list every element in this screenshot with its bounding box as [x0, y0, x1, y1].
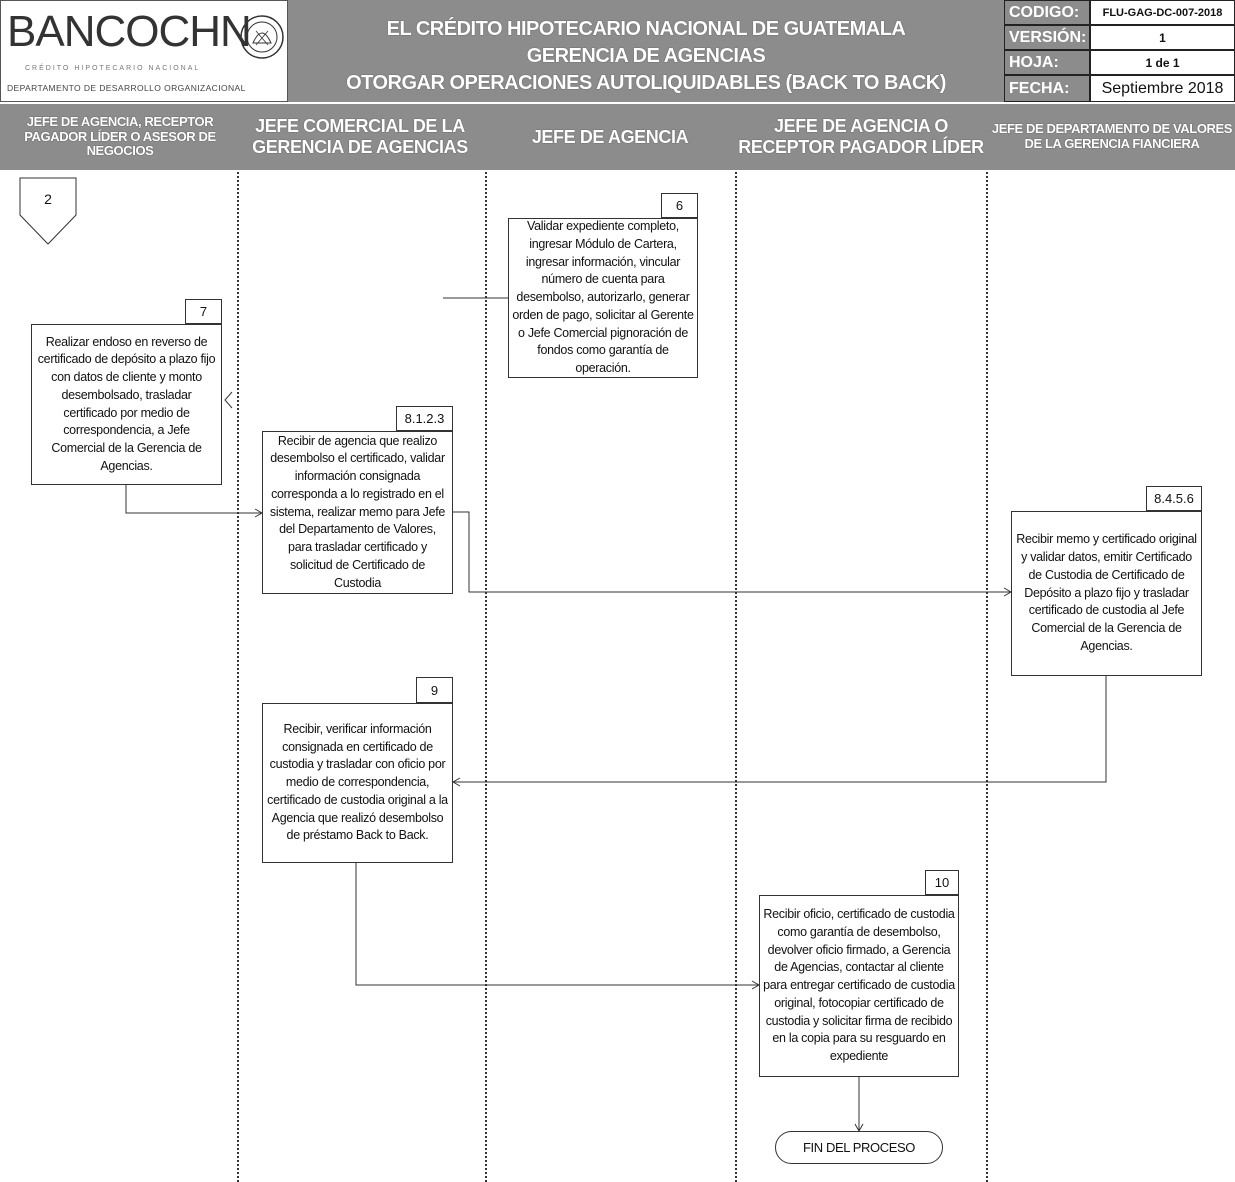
step-8123-box: Recibir de agencia que realizo desembolso el certificado, validar información consignada corresponda a lo registrado en el sistema, realizar memo para Jefe del Departamento de Valores, para trasladar certificado y solicitud de Certificado de Custodia — [262, 431, 453, 594]
logo-department: DEPARTAMENTO DE DESARROLLO ORGANIZACIONAL — [7, 83, 246, 93]
step-10-box: Recibir oficio, certificado de custodia como garantía de desembolso, devolver oficio firmado, a Gerencia de Agencias, contactar al cliente para entregar certificado de custodia original, fotocopiar certificado de custodia y solicitar firma de recibido en la copia para su resguardo en expediente — [759, 895, 959, 1077]
step-7-number: 7 — [185, 299, 222, 324]
step-10-number: 10 — [925, 870, 959, 895]
title-line2: GERENCIA DE AGENCIAS — [526, 45, 766, 67]
fecha-label: FECHA: — [1004, 75, 1090, 102]
hoja-value: 1 de 1 — [1090, 50, 1235, 75]
logo-wordmark: BANCOCHN — [7, 7, 251, 56]
step-6-number: 6 — [661, 193, 698, 218]
offpage-connector — [19, 177, 77, 245]
step-6-box: Validar expediente completo, ingresar Módulo de Cartera, ingresar información, vincular número de cuenta para desembolso, autorizarlo, generar orden de pago, solicitar al Gerente o Jefe Comercial pignoración de fondos como garantía de operación. — [508, 218, 698, 378]
step-8123-number: 8.1.2.3 — [396, 406, 453, 431]
hoja-label: HOJA: — [1004, 50, 1090, 75]
step-8456-number: 8.4.5.6 — [1146, 486, 1202, 511]
step-7-box: Realizar endoso en reverso de certificado de depósito a plazo fijo con datos de cliente y monto desembolsado, trasladar certificado por medio de correspondencia, a Jefe Comercial de la Gerencia de Agencias. — [31, 324, 222, 485]
lane-header-5: JEFE DE DEPARTAMENTO DE VALORES DE LA GERENCIA FIANCIERA — [991, 121, 1233, 151]
codigo-value: FLU-GAG-DC-007-2018 — [1090, 0, 1235, 25]
step-8456-box: Recibir memo y certificado original y validar datos, emitir Certificado de Custodia de Certificado de Depósito a plazo fijo y trasladar certificado de custodia al Jefe Comercial de la Gerencia de Agencias. — [1011, 511, 1202, 676]
lane-header-3: JEFE DE AGENCIA — [531, 126, 689, 147]
fecha-value: Septiembre 2018 — [1090, 75, 1235, 102]
lane-header-1: JEFE DE AGENCIA, RECEPTOR PAGADOR LÍDER O ASESOR DE NEGOCIOS — [24, 113, 216, 159]
end-terminator: FIN DEL PROCESO — [775, 1131, 943, 1164]
lane-header-2: JEFE COMERCIAL DE LA GERENCIA DE AGENCIAS — [252, 116, 468, 157]
title-line1: EL CRÉDITO HIPOTECARIO NACIONAL DE GUATEMALA — [386, 18, 906, 40]
offpage-connector-label: 2 — [44, 191, 52, 207]
step-9-box: Recibir, verificar información consignada en certificado de custodia y trasladar con oficio por medio de correspondencia, certificado de custodia original a la Agencia que realizó desembolso de préstamo Back to Back. — [262, 703, 453, 863]
version-label: VERSIÓN: — [1004, 25, 1090, 50]
logo-tagline: CRÉDITO HIPOTECARIO NACIONAL — [25, 65, 201, 72]
version-value: 1 — [1090, 25, 1235, 50]
codigo-label: CODIGO: — [1004, 0, 1090, 25]
lane-header-4: JEFE DE AGENCIA O RECEPTOR PAGADOR LÍDER — [738, 116, 984, 157]
title-line3: OTORGAR OPERACIONES AUTOLIQUIDABLES (BACK TO BACK) — [346, 72, 946, 94]
step-9-number: 9 — [416, 677, 453, 703]
